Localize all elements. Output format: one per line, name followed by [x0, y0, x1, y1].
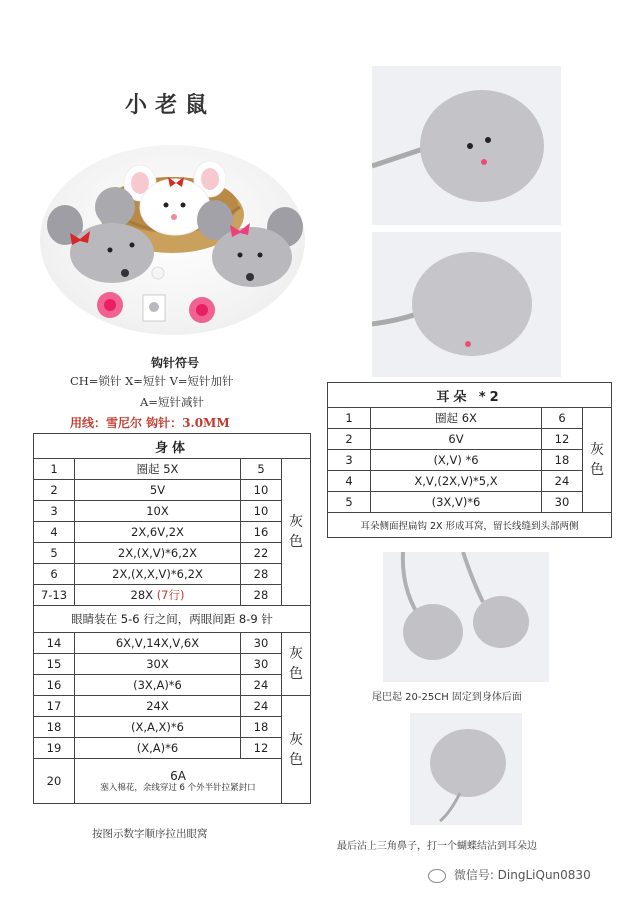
table-row — [328, 408, 612, 429]
table-row — [34, 738, 311, 759]
table-row — [34, 564, 311, 585]
body-table-header: 身体 — [34, 434, 311, 459]
row-stitches: 2X,(X,X,V)*6,2X — [75, 564, 241, 585]
row-number: 2 — [328, 429, 371, 450]
table-row — [34, 717, 311, 738]
table-row — [34, 522, 311, 543]
table-row — [34, 633, 311, 654]
color-label: 灰色 — [583, 408, 612, 513]
table-row — [34, 459, 311, 480]
body-table-footer: 按图示数字顺序拉出眼窝 — [92, 828, 208, 840]
row-stitches: 2X,6V,2X — [75, 522, 241, 543]
stitch-legend-line1: CH=锁针 X=短针 V=短针加针 — [70, 374, 234, 388]
row-stitches: (X,A)*6 — [75, 738, 241, 759]
row-count: 30 — [241, 633, 282, 654]
row-count: 10 — [241, 480, 282, 501]
row-count-note: (7行) — [156, 588, 185, 602]
ears-photo — [383, 552, 549, 682]
row-stitches: (3X,A)*6 — [75, 675, 241, 696]
row-number: 15 — [34, 654, 75, 675]
row-count: 5 — [241, 459, 282, 480]
row-stitches: (X,A,X)*6 — [75, 717, 241, 738]
color-label: 灰色 — [282, 459, 311, 606]
row-stitches: X,V,(2X,V)*5,X — [371, 471, 542, 492]
row-count: 28 — [241, 585, 282, 606]
row-stitches: 6V — [371, 429, 542, 450]
table-row — [328, 450, 612, 471]
row-number: 17 — [34, 696, 75, 717]
row-count: 10 — [241, 501, 282, 522]
table-row — [328, 492, 612, 513]
row-number: 6 — [34, 564, 75, 585]
row-number: 1 — [328, 408, 371, 429]
row-count: 18 — [241, 717, 282, 738]
row-number: 2 — [34, 480, 75, 501]
row-number: 5 — [34, 543, 75, 564]
table-row — [328, 429, 612, 450]
row-stitches: (3X,V)*6 — [371, 492, 542, 513]
row-number: 3 — [328, 450, 371, 471]
table-row — [34, 759, 311, 804]
color-label: 灰色 — [282, 633, 311, 696]
row-stitches: 2X,(X,V)*6,2X — [75, 543, 241, 564]
eye-placement-note: 眼睛装在 5-6 行之间，两眼间距 8-9 针 — [34, 606, 311, 633]
row-stitches: 圈起 6X — [371, 408, 542, 429]
row-count: 30 — [542, 492, 583, 513]
row-count: 24 — [241, 696, 282, 717]
tail-photo — [410, 713, 522, 825]
wechat-id: 微信号: DingLiQun0830 — [453, 868, 591, 882]
table-row — [34, 543, 311, 564]
wechat-footer — [428, 866, 591, 883]
mouse-photo-top — [372, 232, 561, 377]
row-count: 12 — [542, 429, 583, 450]
ear-pattern-table — [327, 382, 612, 538]
wechat-icon — [428, 869, 446, 883]
row-stitches: 5V — [75, 480, 241, 501]
row-stitches: (X,V) *6 — [371, 450, 542, 471]
row-count: 22 — [241, 543, 282, 564]
row-number: 4 — [34, 522, 75, 543]
row-stitches: 30X — [75, 654, 241, 675]
hero-mice-photo — [40, 145, 305, 335]
row-number: 20 — [34, 759, 75, 804]
row-count: 28 — [241, 564, 282, 585]
ear-table-header: 耳朵 *2 — [328, 383, 612, 408]
row-stitches: 6A 塞入棉花，余线穿过 6 个外半针拉紧封口 — [75, 759, 282, 804]
row-stitches: 10X — [75, 501, 241, 522]
row-count: 24 — [542, 471, 583, 492]
table-row — [34, 480, 311, 501]
table-row — [34, 585, 311, 606]
table-row — [34, 696, 311, 717]
row-number: 19 — [34, 738, 75, 759]
row-number: 3 — [34, 501, 75, 522]
mice-illustration — [40, 145, 305, 335]
row-count: 12 — [241, 738, 282, 759]
row-count: 16 — [241, 522, 282, 543]
row-count: 24 — [241, 675, 282, 696]
table-row — [34, 654, 311, 675]
row-number: 1 — [34, 459, 75, 480]
row-number: 18 — [34, 717, 75, 738]
row-number: 4 — [328, 471, 371, 492]
row-number: 14 — [34, 633, 75, 654]
body-pattern-table — [33, 433, 311, 804]
table-row — [328, 471, 612, 492]
row-count: 18 — [542, 450, 583, 471]
row-number: 7-13 — [34, 585, 75, 606]
row-stitches: 6X,V,14X,V,6X — [75, 633, 241, 654]
table-row — [34, 501, 311, 522]
row-count: 6 — [542, 408, 583, 429]
tail-caption: 尾巴起 20-25CH 固定到身体后面 — [372, 692, 522, 703]
stitch-legend-line2: A=短针减针 — [140, 395, 204, 409]
mouse-photo-side — [372, 66, 561, 225]
final-caption: 最后沾上三角鼻子，打一个蝴蝶结沾到耳朵边 — [337, 841, 537, 852]
table-row — [34, 675, 311, 696]
page-title: 小老鼠 — [124, 93, 215, 118]
row-number: 5 — [328, 492, 371, 513]
yarn-hook-info: 用线：雪尼尔 钩针：3.0MM — [70, 416, 230, 430]
row-stitches: 28X (7行) — [75, 585, 241, 606]
row-stitches: 24X — [75, 696, 241, 717]
row-stitches: 圈起 5X — [75, 459, 241, 480]
row-count: 30 — [241, 654, 282, 675]
ear-note: 耳朵侧面捏扁钩 2X 形成耳窝，留长线缝到头部两侧 — [328, 513, 612, 538]
stitch-legend-heading: 钩针符号 — [150, 356, 199, 370]
color-label: 灰色 — [282, 696, 311, 804]
closing-note: 塞入棉花，余线穿过 6 个外半针拉紧封口 — [100, 782, 256, 793]
row-number: 16 — [34, 675, 75, 696]
